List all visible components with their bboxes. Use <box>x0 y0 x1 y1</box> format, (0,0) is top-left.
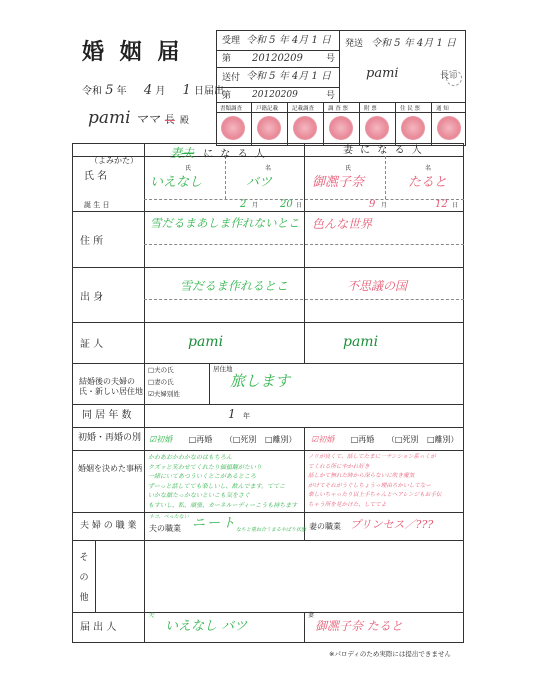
footer-note: ※パロディのため実際には提出できません <box>329 650 451 658</box>
husband-origin: 雪だるま作れるとこ <box>180 279 289 293</box>
seal-stamp <box>293 116 317 140</box>
option-wife-surname[interactable]: □妻の氏 <box>148 378 174 386</box>
era: 令和 <box>82 86 102 97</box>
seal-stamp <box>329 116 353 140</box>
addressee-suffix: ママ <box>135 112 160 126</box>
option-separate-surname[interactable]: ☑夫婦別姓 <box>148 390 180 398</box>
husband-job-note-top: ネコ、ぺったない <box>149 514 189 520</box>
husband-given: バツ <box>246 175 273 190</box>
wife-bereaved[interactable]: （□死別 <box>386 435 419 444</box>
surname-after-label: 結婚後の夫婦の 氏・新しい居住地 <box>79 377 143 397</box>
husband-job-note-side: なちと重ね合うまるやばり状態 <box>236 527 307 533</box>
wife-header: 妻 に な る 人 <box>343 145 424 156</box>
wife-birth-month: 9 <box>369 199 376 210</box>
seal-header: 記載調査 <box>292 106 315 112</box>
day-suffix: 日届出 <box>193 86 224 97</box>
husband-header <box>170 144 267 161</box>
juri-no-unit: 号 <box>326 54 336 64</box>
wife-divorced[interactable]: □離別） <box>426 435 459 444</box>
husband-header-text: に な る 人 <box>203 149 267 160</box>
seal-header: 書類調査 <box>220 106 243 112</box>
wife-given-small: 名 <box>425 165 432 172</box>
other-label: そ の 他 <box>79 553 89 603</box>
husband-given-small: 名 <box>265 165 272 172</box>
husband-header-struck: 夫 <box>182 146 195 160</box>
day: 1 <box>182 83 191 98</box>
addressee-honorific: 殿 <box>179 116 189 126</box>
year: 5 <box>105 83 114 98</box>
reason-line: ずーっと話してても楽しいし、飲んでます。ててこ <box>148 482 286 490</box>
husband-header-hw: 妻 <box>170 146 183 160</box>
soufu-date: 令和 5 年 4月 1 日 <box>246 71 331 82</box>
reason-line: がけてそれがうぐしちょうっ理由ろかいしてなー <box>308 482 432 489</box>
reception-sign: pami <box>366 66 399 81</box>
soufu-no-unit: 号 <box>326 91 336 101</box>
chou-seal-text: 印 <box>450 72 457 80</box>
juri-date: 令和 5 年 4月 1 日 <box>246 35 331 46</box>
husband-marriage-type <box>149 434 297 445</box>
seal-stamp <box>401 116 425 140</box>
origin-label: 出 身 <box>80 292 104 303</box>
wife-job-label: 妻の職業 <box>309 522 341 531</box>
option-husband-surname[interactable]: □夫の氏 <box>148 366 174 374</box>
year-unit: 年 <box>116 86 127 97</box>
day-unit: 日 <box>296 202 303 209</box>
husband-birth-month: 2 <box>240 199 247 210</box>
seal-header: 戸籍記載 <box>256 106 279 112</box>
soufu-label: 送付 <box>222 73 241 83</box>
husband-reason <box>148 453 302 510</box>
submitter-husband-small: 夫 <box>148 612 155 619</box>
seal-stamp <box>221 116 245 140</box>
reason-line: 話しかて無れた時から深らないに吹き魔気 <box>308 473 415 479</box>
hassou-date: 令和 5 年 4月 1 日 <box>371 38 456 49</box>
hassou-label: 発送 <box>345 39 364 49</box>
yomikata-label: （よみかた） <box>90 156 138 165</box>
wife-address: 色んな世界 <box>312 217 373 231</box>
reason-line: クズッと笑わせてくれたり価値観がたいり <box>148 463 262 471</box>
reason-line: いかな顔たっかないといこも気をさぐ <box>148 492 251 499</box>
years-unit: 年 <box>243 412 250 420</box>
marriage-type-label: 初婚・再婚の別 <box>78 433 142 443</box>
years-value: 1 <box>228 407 236 421</box>
husband-job: ニート <box>192 516 238 531</box>
husband-first-marriage[interactable]: ☑初婚 <box>149 435 173 444</box>
submitter-husband: いえなし バツ <box>165 619 248 634</box>
residence-label: 居住地 <box>213 365 233 373</box>
chou-label: 長 <box>440 71 450 81</box>
wife-marriage-type <box>311 434 459 445</box>
husband-birth-day: 20 <box>280 199 293 210</box>
residence-value: 旅します <box>230 372 291 390</box>
soufu-number: 20120209 <box>252 90 298 100</box>
submitter-label: 届 出 人 <box>80 622 117 633</box>
submitter-wife-small: 妻 <box>308 612 315 619</box>
birth-label: 誕 生 日 <box>84 201 110 209</box>
reason-line: てくれる所にやかれ好き <box>308 463 370 470</box>
seal-header: 住 民 票 <box>400 106 420 112</box>
juri-label: 受理 <box>222 36 241 46</box>
month-unit: 月 <box>381 202 388 209</box>
month: 4 <box>143 83 153 98</box>
soufu-no-label: 第 <box>222 91 232 101</box>
seal-stamp <box>257 116 281 140</box>
month-unit: 月 <box>252 202 259 209</box>
witness-1: pami <box>188 334 224 350</box>
seal-stamp <box>365 116 389 140</box>
seal-row <box>216 103 466 146</box>
addressee-name: pami <box>88 108 131 128</box>
name-label: 氏 名 <box>84 171 108 182</box>
wife-surname-small: 氏 <box>345 165 352 172</box>
seal-header: 附 票 <box>364 106 377 112</box>
wife-birth-day: 12 <box>435 199 448 210</box>
seal-header: 調 査 票 <box>328 106 348 112</box>
form-title: 婚 姻 届 <box>82 40 184 65</box>
wife-remarriage[interactable]: □再婚 <box>350 435 375 444</box>
witness-2: pami <box>343 334 379 350</box>
month-unit: 月 <box>155 86 166 97</box>
years-label: 同 居 年 数 <box>82 410 132 421</box>
witness-label: 証 人 <box>80 339 104 350</box>
submission-date <box>82 82 224 98</box>
reason-line: もすいし、私、頑張、カーネルーディーこうも持ちます <box>148 501 298 509</box>
seal-stamp <box>437 116 461 140</box>
reason-line: かわあおかわかなのはもちろん <box>148 454 233 461</box>
wife-first-marriage[interactable]: ☑初婚 <box>311 435 335 444</box>
day-unit: 日 <box>452 202 459 209</box>
submitter-wife: 御凞子奈 たると <box>315 619 403 633</box>
juri-number: 20120209 <box>252 53 303 64</box>
reason-label: 婚姻を決めた事柄 <box>78 464 142 473</box>
juri-no-label: 第 <box>222 54 232 64</box>
wife-job: プリンセス／??? <box>350 518 434 531</box>
reason-line: 一緒にいてあつういくとこがあるところ <box>148 473 257 480</box>
husband-surname: いえなし <box>150 175 203 190</box>
wife-given: たると <box>408 175 448 190</box>
husband-bereaved[interactable]: （□死別 <box>224 435 257 444</box>
addressee-struck: 長 <box>164 115 175 126</box>
wife-surname: 御凞子奈 <box>312 175 365 190</box>
reason-line: ノリが良くて、話してたまに一テンション系っくが <box>308 454 436 460</box>
wife-origin: 不思議の国 <box>347 279 408 293</box>
husband-remarriage[interactable]: □再婚 <box>188 435 213 444</box>
seal-header: 通 知 <box>436 106 449 112</box>
husband-divorced[interactable]: □離別） <box>264 435 297 444</box>
husband-address: 雪だるまあしま作れないとこ <box>150 216 300 230</box>
wife-reason <box>308 453 462 510</box>
husband-surname-small: 氏 <box>185 165 192 172</box>
job-label: 夫 婦 の 職 業 <box>80 521 137 531</box>
addressee <box>88 108 189 128</box>
reason-line: ちゃう所を見かけた、しててよ <box>308 501 387 508</box>
husband-job-label: 夫の職業 <box>149 524 181 533</box>
address-label: 住 所 <box>80 236 104 247</box>
reason-line: 楽しいちゃったり以上手ちゃんとヘアレンジもお手伝 <box>308 492 442 498</box>
